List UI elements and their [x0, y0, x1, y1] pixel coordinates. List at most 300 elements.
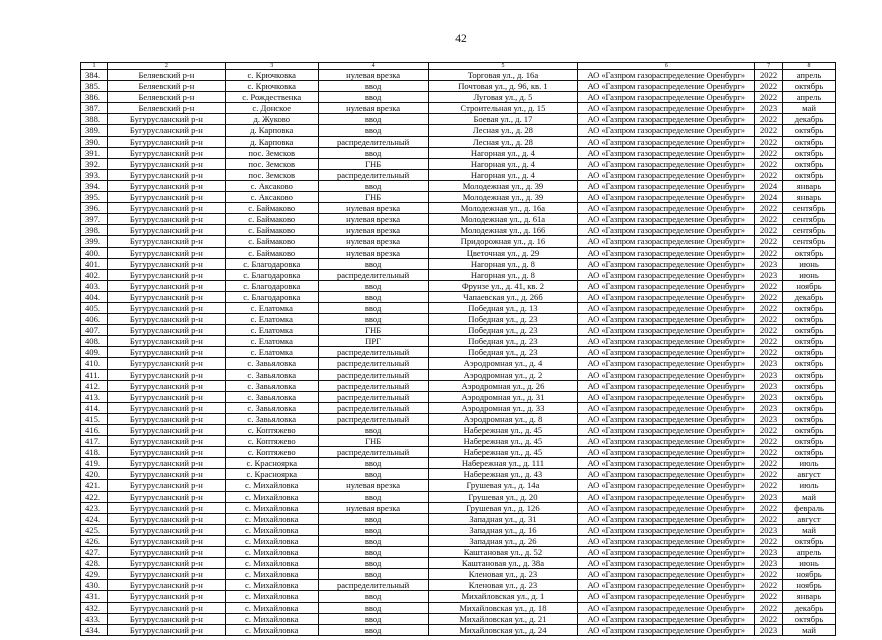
table-row	[81, 569, 836, 580]
address-cell: Молодежная ул., д. 166	[429, 225, 579, 235]
settlement-cell: с. Баймаково	[226, 248, 319, 258]
month-cell: октябрь	[783, 392, 836, 402]
table-row	[81, 458, 836, 469]
address-cell: Нагорная ул., д. 8	[429, 270, 579, 280]
organization-cell: АО «Газпром газораспределение Оренбург»	[578, 303, 755, 313]
row-number-cell: 404.	[81, 292, 108, 302]
work-type-cell: распределительный	[319, 392, 429, 402]
district-cell: Беляевский р-н	[108, 81, 226, 91]
table-row	[81, 137, 836, 148]
organization-cell: АО «Газпром газораспределение Оренбург»	[578, 270, 755, 280]
month-cell: октябрь	[783, 381, 836, 391]
organization-cell: АО «Газпром газораспределение Оренбург»	[578, 159, 755, 169]
row-number-cell: 396.	[81, 203, 108, 213]
organization-cell: АО «Газпром газораспределение Оренбург»	[578, 603, 755, 613]
settlement-cell: пос. Земсков	[226, 148, 319, 158]
address-cell: Михайловская ул., д. 21	[429, 614, 579, 624]
settlement-cell: д. Карповка	[226, 137, 319, 147]
year-cell: 2022	[755, 81, 783, 91]
organization-cell: АО «Газпром газораспределение Оренбург»	[578, 214, 755, 224]
address-cell: Чапаевская ул., д. 26б	[429, 292, 579, 302]
month-cell: сентябрь	[783, 225, 836, 235]
settlement-cell: с. Аксаково	[226, 181, 319, 191]
address-cell: Молодежная ул., д. 39	[429, 181, 579, 191]
address-cell: Нагорная ул., д. 4	[429, 148, 579, 158]
address-cell: Победная ул., д. 23	[429, 325, 579, 335]
settlement-cell: с. Елатомка	[226, 336, 319, 346]
district-cell: Бугурусланский р-н	[108, 148, 226, 158]
month-cell: октябрь	[783, 414, 836, 424]
month-cell: май	[783, 525, 836, 535]
table-row	[81, 81, 836, 92]
year-cell: 2022	[755, 170, 783, 180]
month-cell: июль	[783, 480, 836, 490]
table-row	[81, 270, 836, 281]
organization-cell: АО «Газпром газораспределение Оренбург»	[578, 514, 755, 524]
row-number-cell: 392.	[81, 159, 108, 169]
organization-cell: АО «Газпром газораспределение Оренбург»	[578, 358, 755, 368]
table-row	[81, 392, 836, 403]
work-type-cell: ввод	[319, 92, 429, 102]
work-type-cell: ввод	[319, 114, 429, 124]
table-row	[81, 159, 836, 170]
organization-cell: АО «Газпром газораспределение Оренбург»	[578, 414, 755, 424]
table-row	[81, 192, 836, 203]
table-row	[81, 92, 836, 103]
address-cell: Лесная ул., д. 28	[429, 125, 579, 135]
row-number-cell: 434.	[81, 625, 108, 635]
year-cell: 2022	[755, 347, 783, 357]
table-row	[81, 125, 836, 136]
year-cell: 2023	[755, 270, 783, 280]
month-cell: октябрь	[783, 148, 836, 158]
work-type-cell: распределительный	[319, 403, 429, 413]
work-type-cell: ГНБ	[319, 325, 429, 335]
year-cell: 2023	[755, 547, 783, 557]
row-number-cell: 425.	[81, 525, 108, 535]
work-type-cell: нулевая врезка	[319, 236, 429, 246]
work-type-cell: нулевая врезка	[319, 480, 429, 490]
month-cell: сентябрь	[783, 236, 836, 246]
row-number-cell: 421.	[81, 480, 108, 490]
row-number-cell: 419.	[81, 458, 108, 468]
organization-cell: АО «Газпром газораспределение Оренбург»	[578, 125, 755, 135]
district-cell: Бугурусланский р-н	[108, 181, 226, 191]
organization-cell: АО «Газпром газораспределение Оренбург»	[578, 70, 755, 80]
month-cell: июль	[783, 458, 836, 468]
settlement-cell: с. Благодаровка	[226, 259, 319, 269]
row-number-cell: 406.	[81, 314, 108, 324]
work-type-cell: ввод	[319, 536, 429, 546]
table-row	[81, 480, 836, 491]
work-type-cell: ввод	[319, 425, 429, 435]
table-row	[81, 70, 836, 81]
year-cell: 2022	[755, 292, 783, 302]
month-cell: октябрь	[783, 159, 836, 169]
year-cell: 2022	[755, 447, 783, 457]
address-cell: Западная ул., д. 16	[429, 525, 579, 535]
district-cell: Бугурусланский р-н	[108, 336, 226, 346]
settlement-cell: с. Донское	[226, 103, 319, 113]
row-number-cell: 413.	[81, 392, 108, 402]
table-row	[81, 303, 836, 314]
column-header-1: 1	[81, 63, 108, 69]
organization-cell: АО «Газпром газораспределение Оренбург»	[578, 259, 755, 269]
year-cell: 2023	[755, 381, 783, 391]
district-cell: Бугурусланский р-н	[108, 625, 226, 635]
month-cell: июнь	[783, 270, 836, 280]
year-cell: 2022	[755, 425, 783, 435]
table-row	[81, 503, 836, 514]
month-cell: сентябрь	[783, 214, 836, 224]
year-cell: 2022	[755, 92, 783, 102]
year-cell: 2022	[755, 591, 783, 601]
month-cell: апрель	[783, 547, 836, 557]
month-cell: июнь	[783, 558, 836, 568]
organization-cell: АО «Газпром газораспределение Оренбург»	[578, 381, 755, 391]
organization-cell: АО «Газпром газораспределение Оренбург»	[578, 103, 755, 113]
address-cell: Набережная ул., д. 43	[429, 469, 579, 479]
work-type-cell: ввод	[319, 547, 429, 557]
settlement-cell: с. Завьяловка	[226, 403, 319, 413]
month-cell: октябрь	[783, 137, 836, 147]
work-type-cell: ввод	[319, 591, 429, 601]
address-cell: Победная ул., д. 23	[429, 347, 579, 357]
row-number-cell: 398.	[81, 225, 108, 235]
work-type-cell: распределительный	[319, 447, 429, 457]
organization-cell: АО «Газпром газораспределение Оренбург»	[578, 458, 755, 468]
table-row	[81, 292, 836, 303]
column-header-5: 5	[429, 63, 579, 69]
year-cell: 2023	[755, 558, 783, 568]
address-cell: Молодежная ул., д. 16а	[429, 203, 579, 213]
organization-cell: АО «Газпром газораспределение Оренбург»	[578, 392, 755, 402]
address-cell: Боевая ул., д. 17	[429, 114, 579, 124]
organization-cell: АО «Газпром газораспределение Оренбург»	[578, 181, 755, 191]
month-cell: август	[783, 469, 836, 479]
address-cell: Аэродромная ул., д. 2	[429, 370, 579, 380]
settlement-cell: с. Михайловка	[226, 603, 319, 613]
work-type-cell: распределительный	[319, 170, 429, 180]
work-type-cell: нулевая врезка	[319, 503, 429, 513]
table-row	[81, 203, 836, 214]
district-cell: Бугурусланский р-н	[108, 558, 226, 568]
work-type-cell: ввод	[319, 469, 429, 479]
row-number-cell: 414.	[81, 403, 108, 413]
address-cell: Нагорная ул., д. 8	[429, 259, 579, 269]
year-cell: 2022	[755, 114, 783, 124]
column-header-6: 6	[578, 63, 755, 69]
month-cell: октябрь	[783, 358, 836, 368]
organization-cell: АО «Газпром газораспределение Оренбург»	[578, 569, 755, 579]
settlement-cell: с. Михайловка	[226, 525, 319, 535]
year-cell: 2022	[755, 236, 783, 246]
settlement-cell: с. Михайловка	[226, 591, 319, 601]
table-row	[81, 614, 836, 625]
organization-cell: АО «Газпром газораспределение Оренбург»	[578, 425, 755, 435]
address-cell: Михайловская ул., д. 18	[429, 603, 579, 613]
month-cell: октябрь	[783, 314, 836, 324]
month-cell: октябрь	[783, 425, 836, 435]
table-row	[81, 547, 836, 558]
district-cell: Бугурусланский р-н	[108, 392, 226, 402]
row-number-cell: 387.	[81, 103, 108, 113]
column-header-3: 3	[226, 63, 319, 69]
work-type-cell: ввод	[319, 81, 429, 91]
settlement-cell: с. Елатомка	[226, 325, 319, 335]
row-number-cell: 403.	[81, 281, 108, 291]
address-cell: Грушевая ул., д. 20	[429, 492, 579, 502]
row-number-cell: 388.	[81, 114, 108, 124]
table-row	[81, 259, 836, 270]
year-cell: 2023	[755, 403, 783, 413]
column-header-7: 7	[755, 63, 783, 69]
settlement-cell: д. Жуково	[226, 114, 319, 124]
work-type-cell: распределительный	[319, 580, 429, 590]
table-row	[81, 536, 836, 547]
district-cell: Бугурусланский р-н	[108, 414, 226, 424]
row-number-cell: 405.	[81, 303, 108, 313]
organization-cell: АО «Газпром газораспределение Оренбург»	[578, 81, 755, 91]
settlement-cell: с. Аксаково	[226, 192, 319, 202]
table-row	[81, 248, 836, 259]
address-cell: Победная ул., д. 13	[429, 303, 579, 313]
settlement-cell: с. Михайловка	[226, 536, 319, 546]
organization-cell: АО «Газпром газораспределение Оренбург»	[578, 225, 755, 235]
work-type-cell: распределительный	[319, 137, 429, 147]
district-cell: Бугурусланский р-н	[108, 536, 226, 546]
table-row	[81, 170, 836, 181]
district-cell: Беляевский р-н	[108, 92, 226, 102]
district-cell: Бугурусланский р-н	[108, 614, 226, 624]
work-type-cell: ввод	[319, 259, 429, 269]
row-number-cell: 422.	[81, 492, 108, 502]
year-cell: 2023	[755, 525, 783, 535]
district-cell: Бугурусланский р-н	[108, 591, 226, 601]
table-row	[81, 492, 836, 503]
row-number-cell: 402.	[81, 270, 108, 280]
row-number-cell: 430.	[81, 580, 108, 590]
district-cell: Бугурусланский р-н	[108, 347, 226, 357]
organization-cell: АО «Газпром газораспределение Оренбург»	[578, 281, 755, 291]
settlement-cell: с. Баймаково	[226, 225, 319, 235]
settlement-cell: пос. Земсков	[226, 170, 319, 180]
year-cell: 2023	[755, 625, 783, 635]
year-cell: 2022	[755, 569, 783, 579]
district-cell: Бугурусланский р-н	[108, 125, 226, 135]
table-row	[81, 625, 836, 636]
table-row	[81, 403, 836, 414]
row-number-cell: 418.	[81, 447, 108, 457]
work-type-cell: ввод	[319, 458, 429, 468]
month-cell: октябрь	[783, 303, 836, 313]
organization-cell: АО «Газпром газораспределение Оренбург»	[578, 170, 755, 180]
row-number-cell: 417.	[81, 436, 108, 446]
address-cell: Западная ул., д. 31	[429, 514, 579, 524]
address-cell: Кленовая ул., д. 23	[429, 569, 579, 579]
row-number-cell: 390.	[81, 137, 108, 147]
year-cell: 2022	[755, 436, 783, 446]
table-row	[81, 236, 836, 247]
address-cell: Кленовая ул., д. 23	[429, 580, 579, 590]
address-cell: Аэродромная ул., д. 31	[429, 392, 579, 402]
work-type-cell: ввод	[319, 558, 429, 568]
table-row	[81, 447, 836, 458]
district-cell: Бугурусланский р-н	[108, 248, 226, 258]
month-cell: октябрь	[783, 447, 836, 457]
table-row	[81, 336, 836, 347]
work-type-cell: нулевая врезка	[319, 203, 429, 213]
row-number-cell: 427.	[81, 547, 108, 557]
address-cell: Цветочная ул., д. 29	[429, 248, 579, 258]
work-type-cell: распределительный	[319, 381, 429, 391]
district-cell: Бугурусланский р-н	[108, 370, 226, 380]
work-type-cell: ввод	[319, 292, 429, 302]
month-cell: октябрь	[783, 403, 836, 413]
table-row	[81, 591, 836, 602]
month-cell: октябрь	[783, 325, 836, 335]
organization-cell: АО «Газпром газораспределение Оренбург»	[578, 336, 755, 346]
row-number-cell: 415.	[81, 414, 108, 424]
row-number-cell: 412.	[81, 381, 108, 391]
settlement-cell: с. Рождественка	[226, 92, 319, 102]
month-cell: октябрь	[783, 536, 836, 546]
district-cell: Бугурусланский р-н	[108, 403, 226, 413]
settlement-cell: с. Баймаково	[226, 236, 319, 246]
settlement-cell: с. Благодаровка	[226, 281, 319, 291]
address-cell: Набережная ул., д. 45	[429, 447, 579, 457]
address-cell: Набережная ул., д. 45	[429, 425, 579, 435]
year-cell: 2023	[755, 103, 783, 113]
table-row	[81, 281, 836, 292]
table-row	[81, 358, 836, 369]
work-type-cell: распределительный	[319, 358, 429, 368]
year-cell: 2022	[755, 137, 783, 147]
table-row	[81, 347, 836, 358]
district-cell: Бугурусланский р-н	[108, 192, 226, 202]
organization-cell: АО «Газпром газораспределение Оренбург»	[578, 503, 755, 513]
district-cell: Бугурусланский р-н	[108, 281, 226, 291]
month-cell: январь	[783, 192, 836, 202]
year-cell: 2024	[755, 181, 783, 191]
year-cell: 2023	[755, 392, 783, 402]
district-cell: Бугурусланский р-н	[108, 259, 226, 269]
year-cell: 2022	[755, 314, 783, 324]
district-cell: Бугурусланский р-н	[108, 547, 226, 557]
month-cell: декабрь	[783, 603, 836, 613]
table-row	[81, 103, 836, 114]
organization-cell: АО «Газпром газораспределение Оренбург»	[578, 403, 755, 413]
year-cell: 2022	[755, 248, 783, 258]
year-cell: 2022	[755, 303, 783, 313]
organization-cell: АО «Газпром газораспределение Оренбург»	[578, 203, 755, 213]
address-cell: Молодежная ул., д. 61а	[429, 214, 579, 224]
work-type-cell: нулевая врезка	[319, 214, 429, 224]
table-row	[81, 114, 836, 125]
district-cell: Бугурусланский р-н	[108, 137, 226, 147]
row-number-cell: 385.	[81, 81, 108, 91]
settlement-cell: с. Михайловка	[226, 480, 319, 490]
work-type-cell: нулевая врезка	[319, 103, 429, 113]
settlement-cell: с. Елатомка	[226, 314, 319, 324]
district-cell: Бугурусланский р-н	[108, 569, 226, 579]
month-cell: декабрь	[783, 292, 836, 302]
district-cell: Бугурусланский р-н	[108, 469, 226, 479]
month-cell: октябрь	[783, 125, 836, 135]
table-row	[81, 514, 836, 525]
settlement-cell: с. Елатомка	[226, 347, 319, 357]
row-number-cell: 386.	[81, 92, 108, 102]
district-cell: Бугурусланский р-н	[108, 314, 226, 324]
address-cell: Лесная ул., д. 28	[429, 137, 579, 147]
table-row	[81, 414, 836, 425]
address-cell: Набережная ул., д. 45	[429, 436, 579, 446]
address-cell: Каштановая ул., д. 38а	[429, 558, 579, 568]
settlement-cell: с. Михайловка	[226, 569, 319, 579]
address-cell: Нагорная ул., д. 4	[429, 170, 579, 180]
month-cell: октябрь	[783, 170, 836, 180]
table-row	[81, 214, 836, 225]
address-cell: Аэродромная ул., д. 4	[429, 358, 579, 368]
row-number-cell: 423.	[81, 503, 108, 513]
settlement-cell: с. Крючковка	[226, 81, 319, 91]
month-cell: сентябрь	[783, 203, 836, 213]
district-cell: Беляевский р-н	[108, 103, 226, 113]
address-cell: Набережная ул., д. 111	[429, 458, 579, 468]
district-cell: Бугурусланский р-н	[108, 270, 226, 280]
settlement-cell: с. Михайловка	[226, 514, 319, 524]
row-number-cell: 401.	[81, 259, 108, 269]
month-cell: октябрь	[783, 81, 836, 91]
district-cell: Бугурусланский р-н	[108, 458, 226, 468]
year-cell: 2022	[755, 536, 783, 546]
row-number-cell: 397.	[81, 214, 108, 224]
district-cell: Бугурусланский р-н	[108, 480, 226, 490]
year-cell: 2022	[755, 203, 783, 213]
work-type-cell: ввод	[319, 514, 429, 524]
work-type-cell: ввод	[319, 125, 429, 135]
row-number-cell: 409.	[81, 347, 108, 357]
settlement-cell: с. Завьяловка	[226, 370, 319, 380]
settlement-cell: с. Коптяжево	[226, 447, 319, 457]
row-number-cell: 391.	[81, 148, 108, 158]
organization-cell: АО «Газпром газораспределение Оренбург»	[578, 325, 755, 335]
year-cell: 2022	[755, 281, 783, 291]
year-cell: 2022	[755, 125, 783, 135]
row-number-cell: 416.	[81, 425, 108, 435]
settlement-cell: с. Крючковка	[226, 70, 319, 80]
row-number-cell: 395.	[81, 192, 108, 202]
district-cell: Бугурусланский р-н	[108, 503, 226, 513]
settlement-cell: с. Благодаровка	[226, 292, 319, 302]
settlement-cell: с. Завьяловка	[226, 392, 319, 402]
organization-cell: АО «Газпром газораспределение Оренбург»	[578, 447, 755, 457]
work-type-cell: распределительный	[319, 347, 429, 357]
address-cell: Аэродромная ул., д. 26	[429, 381, 579, 391]
row-number-cell: 394.	[81, 181, 108, 191]
address-cell: Грушевая ул., д. 14а	[429, 480, 579, 490]
month-cell: декабрь	[783, 114, 836, 124]
row-number-cell: 411.	[81, 370, 108, 380]
address-cell: Аэродромная ул., д. 8	[429, 414, 579, 424]
organization-cell: АО «Газпром газораспределение Оренбург»	[578, 558, 755, 568]
district-cell: Бугурусланский р-н	[108, 159, 226, 169]
month-cell: ноябрь	[783, 569, 836, 579]
table-header-row	[81, 63, 836, 70]
address-cell: Каштановая ул., д. 52	[429, 547, 579, 557]
gas-works-table	[80, 62, 836, 636]
year-cell: 2022	[755, 469, 783, 479]
